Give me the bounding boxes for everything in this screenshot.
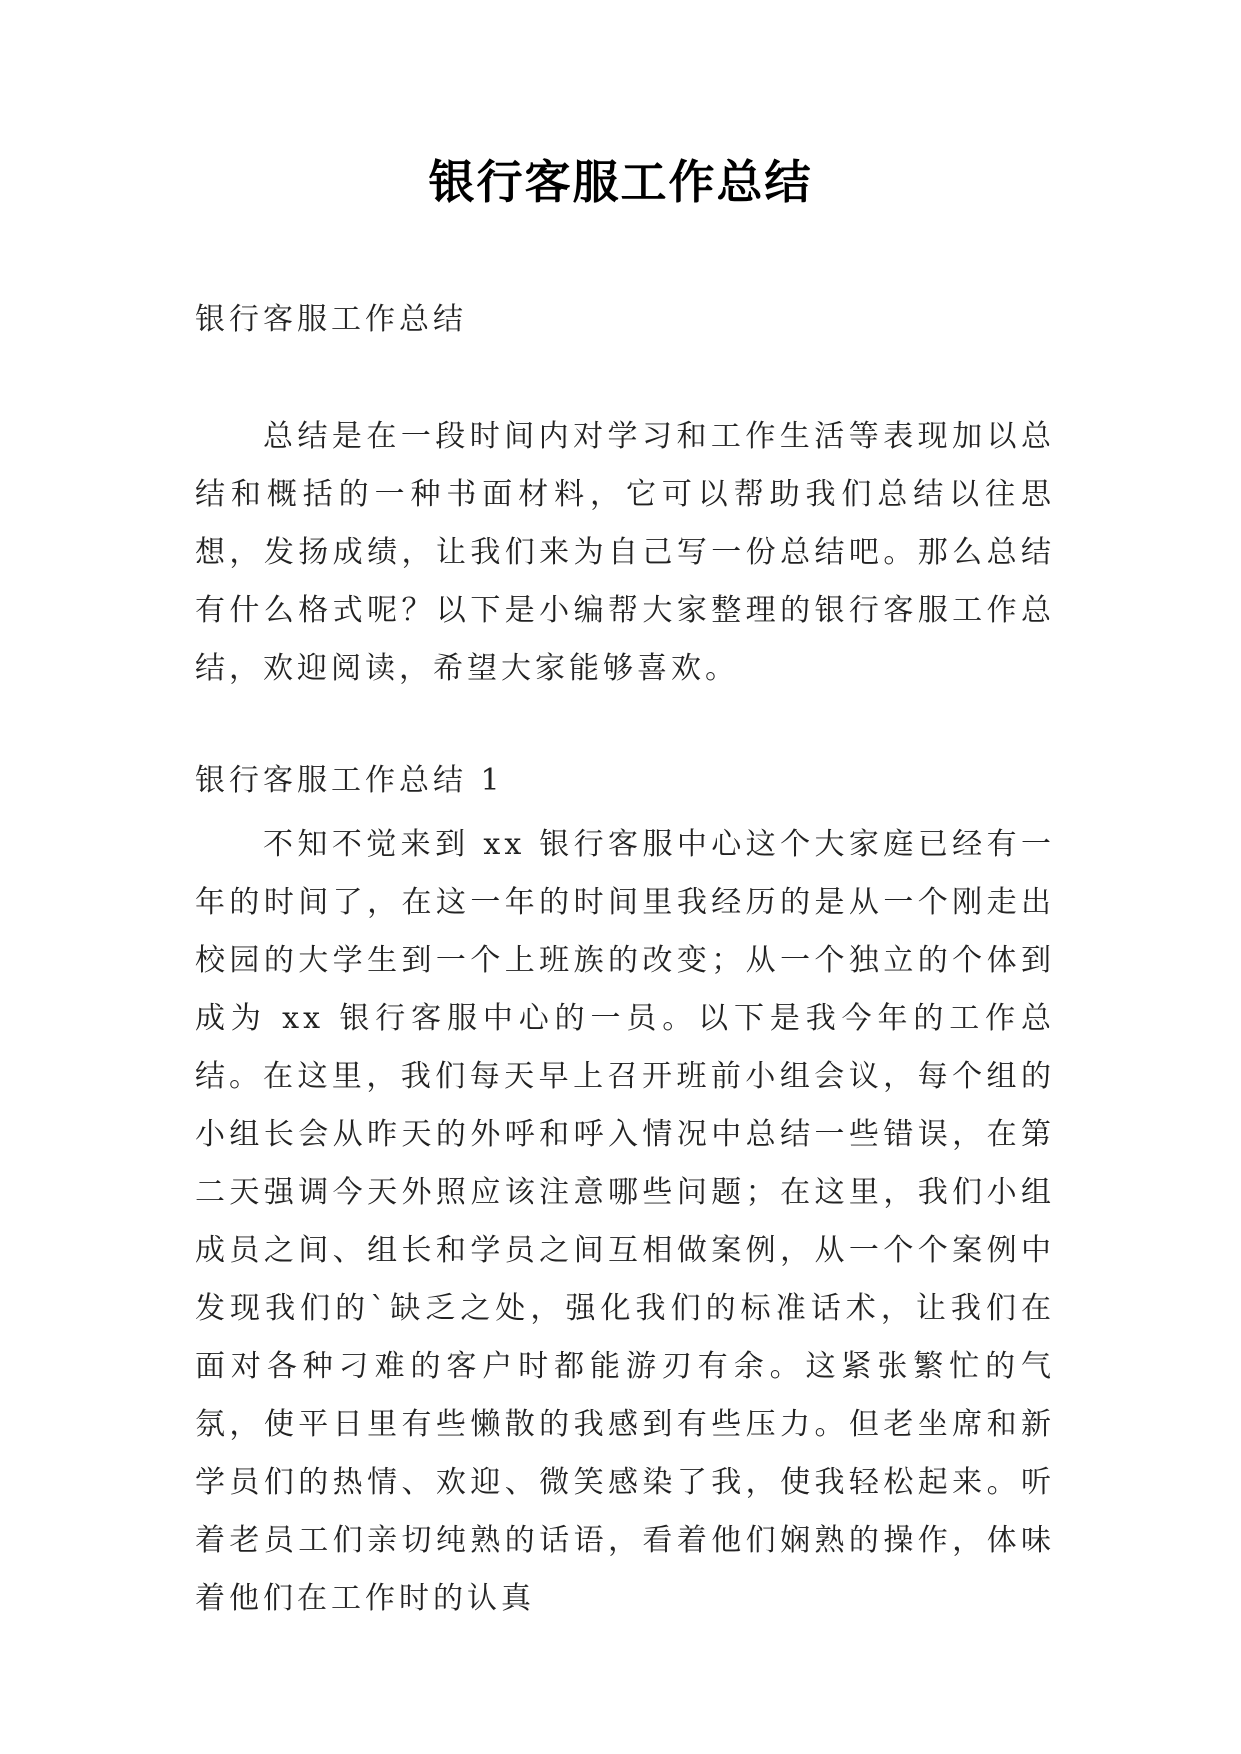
body-paragraph: 在这里，我们每天早上召开班前小组会议，每个组的小组长会从昨天的外呼和呼入情况中总结一些错误，在第二天强调今天外照应该注意哪些问题；在这里，我们小组成员之间、组长和学员之间互相做案例，从一个个案例中发现我们的`缺乏之处，强化我们的标准话术，让我们在面对各种刁难的客户时都能游刃有余。这紧张繁忙的气氛，使平日里有些懒散的我感到有些压力。但老坐席和新学员们的热情、欢迎、微笑感染了我，使我轻松起来。听着老员工们亲切纯熟的话语，看着他们娴熟的操作，体味着他们在工作时的认真	[195, 1059, 1055, 1616]
section-heading: 银行客服工作总结 1	[195, 763, 504, 798]
document-title: 银行客服工作总结	[428, 155, 813, 209]
intro-paragraph: 总结是在一段时间内对学习和工作生活等表现加以总结和概括的一种书面材料，它可以帮助我们总结以往思想，发扬成绩，让我们来为自己写一份总结吧。那么总结有什么格式呢？以下是小编帮大家整理的银行客服工作总结，欢迎阅读，希望大家能够喜欢。	[195, 419, 1055, 686]
document-subtitle: 银行客服工作总结	[195, 302, 467, 337]
body-paragraph: 不知不觉来到 xx 银行客服中心这个大家庭已经有一年的时间了，在这一年的时间里我经历的是从一个刚走出校园的大学生到一个上班族的改变；从一个独立的个体到成为 xx 银行客服中心的一员。以下是我今年的工作总结。	[195, 827, 1055, 1094]
